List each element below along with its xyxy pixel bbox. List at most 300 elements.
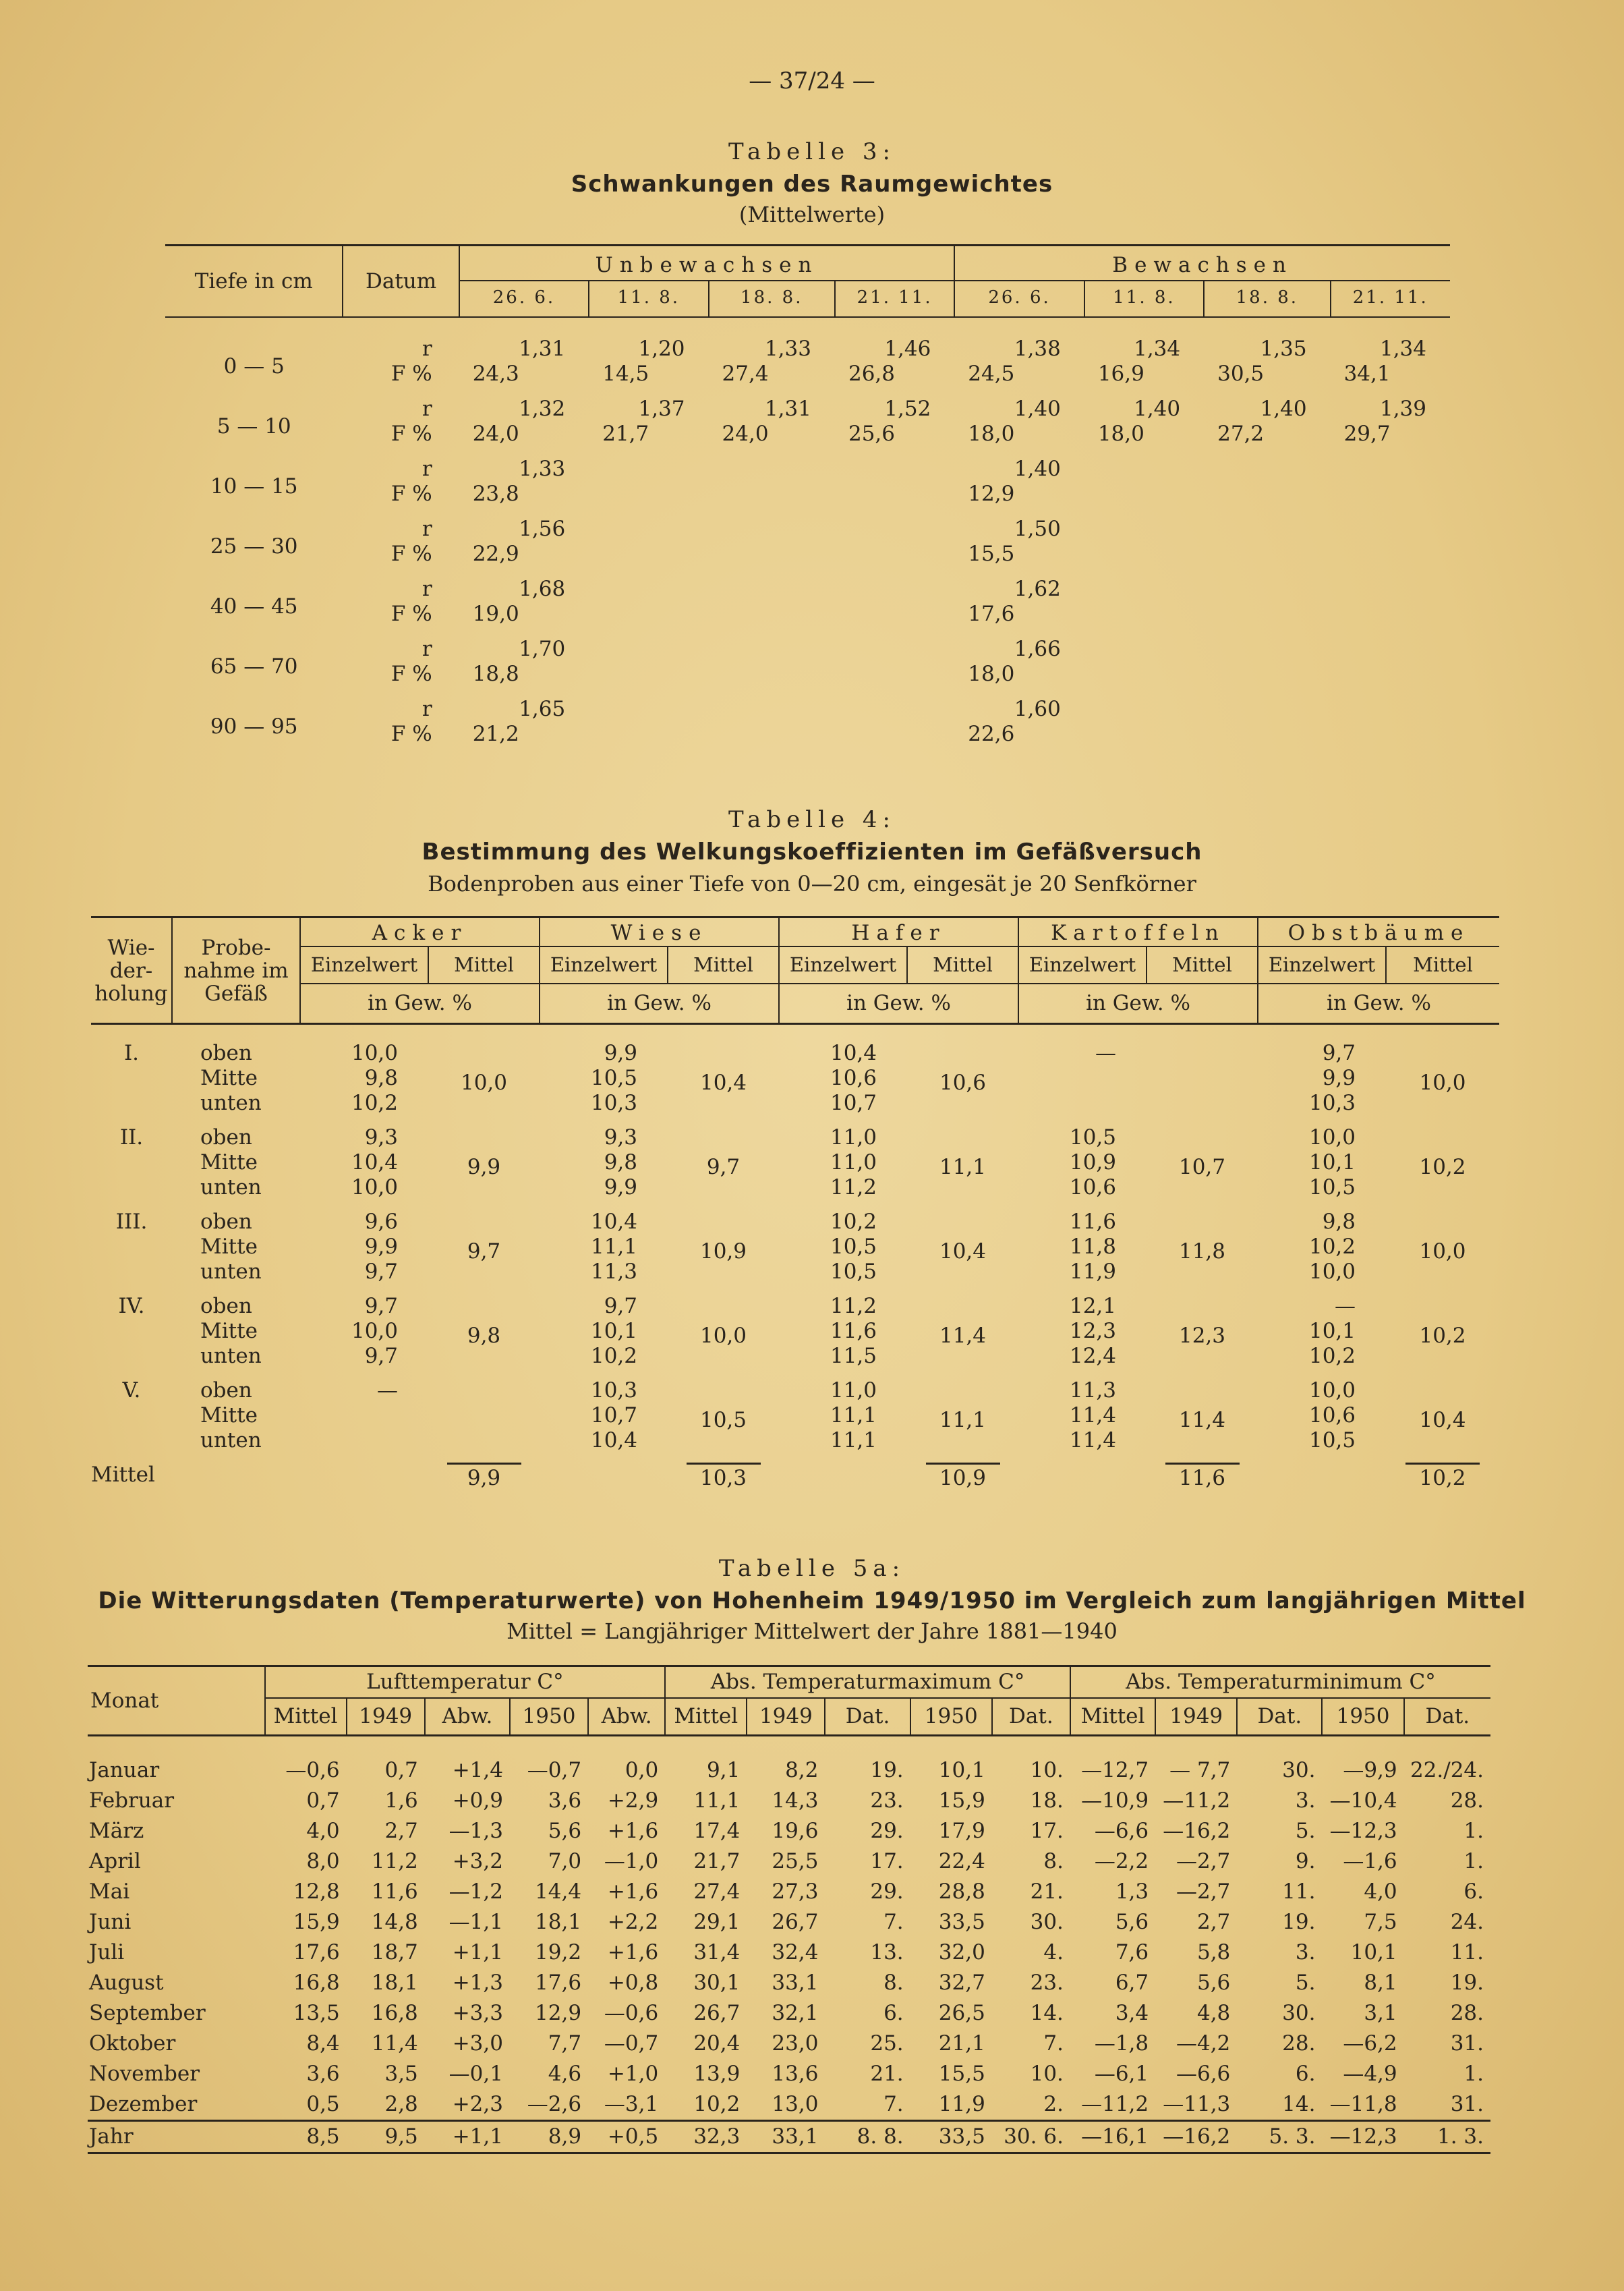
table5-cell: 0,7	[384, 1758, 418, 1782]
table5-cell: 27,3	[772, 1879, 819, 1904]
table3-rf-labels	[343, 697, 459, 757]
table4-position: oben	[200, 1210, 252, 1234]
table5-cell: +2,9	[607, 1788, 659, 1813]
table4-head-mittel: Mittel	[428, 946, 540, 984]
table4-einzelwert: 9,9	[604, 1175, 637, 1199]
table4-head-mittel: Mittel	[1147, 946, 1258, 984]
table4-row	[91, 1294, 1499, 1378]
table5-cell: 29.	[870, 1879, 904, 1904]
table3-cell	[709, 637, 835, 697]
table3-head-tiefe: Tiefe in cm	[165, 246, 343, 318]
table4-einzelwert: 11,9	[1069, 1260, 1116, 1284]
table5-cell: 31.	[1450, 2092, 1484, 2116]
table3-r-value: 1,56	[519, 517, 566, 541]
table3-cell	[1084, 337, 1204, 397]
table4-position: Mitte	[200, 1403, 258, 1427]
table4-head-einzel: Einzelwert	[779, 946, 907, 984]
table4-wiederholung: IV.	[118, 1294, 145, 1318]
table4-positions	[172, 1125, 300, 1210]
table4-wiederholung: II.	[119, 1125, 144, 1150]
table5-cell: 10.	[1030, 1758, 1064, 1782]
table3-cell	[1084, 517, 1204, 577]
table3-cell	[709, 397, 835, 457]
table5-cell: 17,9	[938, 1819, 985, 1843]
table5-cell: 33,1	[747, 2121, 825, 2153]
table4-group-mittel	[1386, 1463, 1499, 1491]
table4-einzelwerte	[1258, 1125, 1386, 1210]
table3-f-value: 18,0	[1097, 422, 1144, 446]
table5-cell: 15,9	[938, 1788, 985, 1813]
table3-rf-labels	[343, 337, 459, 397]
table5-cell: 31,4	[693, 1940, 741, 1964]
table5-cell: 1,3	[1115, 1879, 1149, 1904]
table3-f-label: F %	[390, 602, 432, 626]
table5-month: Juli	[89, 1940, 125, 1964]
table4-head-unit: in Gew. %	[1018, 984, 1258, 1024]
table5-cell: 6.	[883, 2001, 904, 2025]
table4-einzelwert: 10,0	[351, 1319, 398, 1343]
table4-mittel-row	[91, 1463, 1499, 1491]
table4-group-mittel	[907, 1463, 1018, 1491]
table3-tiefe: 65 — 70	[210, 654, 298, 679]
table4-einzelwert: 10,4	[590, 1428, 637, 1452]
table4-einzelwert: 11,0	[830, 1150, 877, 1175]
table3-cell	[709, 577, 835, 637]
table3-cell	[589, 637, 708, 697]
table5-cell: 15,5	[938, 2062, 985, 2086]
table4-head-einzel: Einzelwert	[1258, 946, 1386, 984]
table4-mittelwert: 9,7	[467, 1239, 501, 1264]
table4-einzelwerte	[779, 1041, 907, 1125]
table5-head-luft: Lufttemperatur C°	[265, 1666, 666, 1699]
table4-einzelwert: 10,2	[830, 1210, 877, 1234]
table5-cell: 8,2	[785, 1758, 819, 1782]
table4-einzelwerte	[779, 1210, 907, 1294]
table5-cell: 17,6	[293, 1940, 340, 1964]
table4-einzelwert: 10,2	[590, 1344, 637, 1368]
table4-einzelwert: 10,5	[830, 1260, 877, 1284]
table5-cell: —1,0	[604, 1849, 659, 1873]
table5-cell: —1,3	[448, 1819, 503, 1843]
table5-cell: —12,3	[1322, 2121, 1403, 2153]
table3-tiefe: 40 — 45	[210, 594, 298, 619]
table4-einzelwert: 10,1	[1308, 1150, 1356, 1175]
table5-cell: —11,2	[1163, 1788, 1231, 1813]
table4-group-mittel-value: 10,3	[687, 1463, 761, 1491]
table3-cell	[1204, 517, 1330, 577]
table4-einzelwert: 9,3	[364, 1125, 398, 1150]
table3-cell	[835, 577, 954, 637]
table4-wiederholung: I.	[123, 1041, 140, 1065]
table3-f-value: 24,5	[968, 362, 1015, 386]
table5-cell: 7,7	[548, 2031, 582, 2056]
table4-einzelwert: 10,0	[351, 1041, 398, 1065]
table5-subhead: Mittel	[665, 1698, 747, 1736]
table3-cell	[835, 517, 954, 577]
table5-cell: 8,0	[306, 1849, 340, 1873]
table3-head-datum: Datum	[343, 246, 459, 318]
table4-head-mittel: Mittel	[1386, 946, 1499, 984]
table4-einzelwert: 10,5	[1069, 1125, 1116, 1150]
table5-row	[88, 2059, 1490, 2089]
table5-row	[88, 1998, 1490, 2029]
table4-position: oben	[200, 1125, 252, 1150]
table3-cell	[1204, 637, 1330, 697]
table4-mittelwert: 10,4	[699, 1071, 747, 1095]
table4-mittelwert: 10,2	[1419, 1324, 1466, 1348]
table5-cell: +2,2	[607, 1910, 659, 1934]
table5-cell: —0,6	[604, 2001, 659, 2025]
table5-row	[88, 1938, 1490, 1968]
table5-cell: 13,5	[293, 2001, 340, 2025]
table5-cell: 26,5	[938, 2001, 985, 2025]
table4-einzelwert: 11,8	[1069, 1235, 1116, 1259]
table5-cell: —3,1	[604, 2092, 659, 2116]
table5-cell: 30.	[1282, 2001, 1316, 2025]
table5-cell: —0,1	[448, 2062, 503, 2086]
table3-r-value: 1,20	[638, 337, 685, 361]
table4-einzelwerte	[1258, 1378, 1386, 1463]
table4-einzelwert: 10,4	[590, 1210, 637, 1234]
table3-cell	[954, 577, 1084, 637]
table5-cell: 27,4	[693, 1879, 741, 1904]
table5-cell: 3,5	[384, 2062, 418, 2086]
table5-subhead: 1950	[910, 1698, 992, 1736]
table4-einzelwerte	[779, 1378, 907, 1463]
table4-mittelwert: 10,0	[1419, 1071, 1466, 1095]
table3-tiefe: 5 — 10	[216, 414, 291, 439]
table3-r-label: r	[422, 577, 432, 601]
table3-subtitle: (Mittelwerte)	[738, 202, 886, 227]
table5-month: Jahr	[88, 2121, 265, 2153]
table5-cell: 3.	[1295, 1788, 1316, 1813]
table4-einzelwert: 9,8	[604, 1150, 637, 1175]
table5-cell: —2,7	[1176, 1879, 1231, 1904]
table5-cell: 13,0	[772, 2092, 819, 2116]
table4-einzelwert: 10,6	[830, 1066, 877, 1090]
table5-cell: 17.	[870, 1849, 904, 1873]
table5-cell: +0,8	[607, 1971, 659, 1995]
table4-einzelwert: 10,5	[830, 1235, 877, 1259]
table5-cell: 19.	[870, 1758, 904, 1782]
table3-cell	[589, 697, 708, 757]
table3-cell	[1204, 337, 1330, 397]
table5-cell: —6,1	[1094, 2062, 1149, 2086]
table5-row	[88, 1846, 1490, 1877]
table5-cell: 9,5	[347, 2121, 425, 2153]
table3-r-value: 1,39	[1379, 397, 1426, 421]
table4-caption	[0, 806, 1624, 897]
table5-cell: +0,5	[588, 2121, 665, 2153]
table3	[165, 244, 1450, 757]
table3-cell	[589, 517, 708, 577]
table3-f-value: 18,0	[968, 422, 1015, 446]
table4-head-group: Obstbäume	[1258, 917, 1499, 947]
table4-einzelwerte	[779, 1294, 907, 1378]
table5-cell: 2,7	[1196, 1910, 1231, 1934]
table5-cell: 7,0	[548, 1849, 582, 1873]
table5-cell: 11,1	[693, 1788, 741, 1813]
table3-cell	[1204, 697, 1330, 757]
table4-position: unten	[200, 1344, 262, 1368]
table5-cell: 1.	[1463, 2062, 1484, 2086]
table3-f-label: F %	[390, 482, 432, 506]
table4-einzelwert: 11,4	[1069, 1428, 1116, 1452]
table4-einzelwerte	[540, 1294, 668, 1378]
table3-cell	[954, 637, 1084, 697]
table5-cell: 0,7	[306, 1788, 340, 1813]
table3-f-label: F %	[390, 662, 432, 686]
table3-f-value: 22,9	[472, 542, 519, 566]
table3-rf-labels	[343, 397, 459, 457]
table5-cell: 24.	[1450, 1910, 1484, 1934]
table5-cell: 23,0	[772, 2031, 819, 2056]
table3-r-label: r	[422, 517, 432, 541]
table5-cell: 2,7	[384, 1819, 418, 1843]
table4-einzelwerte	[300, 1125, 428, 1210]
table4-einzelwert: 10,6	[1069, 1175, 1116, 1199]
table3-r-value: 1,32	[519, 397, 566, 421]
table5-subheader-row	[88, 1698, 1490, 1736]
table5-cell: 17,6	[535, 1971, 582, 1995]
table5-row	[88, 1877, 1490, 1907]
table5-cell: 25,5	[772, 1849, 819, 1873]
table5-subhead: Dat.	[1237, 1698, 1322, 1736]
table3-tiefe: 90 — 95	[210, 714, 298, 739]
table4-einzelwert: 9,7	[604, 1294, 637, 1318]
table3-f-value: 16,9	[1097, 362, 1144, 386]
table5-cell: 19,6	[772, 1819, 819, 1843]
table3-date-6: 18. 8.	[1204, 281, 1330, 317]
table4-title: Bestimmung des Welkungskoeffizienten im Gefäßversuch	[422, 839, 1202, 866]
table3-r-label: r	[422, 637, 432, 661]
table4-einzelwerte	[540, 1378, 668, 1463]
table3-r-value: 1,60	[1014, 697, 1061, 721]
table4-mittelwert	[428, 1378, 540, 1463]
table3-label: Tabelle 3:	[728, 138, 896, 165]
table4-einzelwerte	[540, 1041, 668, 1125]
table5-cell: 31.	[1450, 2031, 1484, 2056]
table5-subhead: Dat.	[1404, 1698, 1490, 1736]
table5-total-row	[88, 2121, 1490, 2153]
table3-header-row	[165, 246, 1450, 281]
table4-position: unten	[200, 1260, 262, 1284]
table5-cell: —4,2	[1176, 2031, 1231, 2056]
table5-cell: 30,1	[693, 1971, 741, 1995]
table5-cell: 5. 3.	[1237, 2121, 1322, 2153]
table4-einzelwert: 11,1	[830, 1428, 877, 1452]
table3-cell	[459, 637, 589, 697]
table4-head-mittel: Mittel	[907, 946, 1018, 984]
table3-cell	[835, 337, 954, 397]
table4-head-einzel: Einzelwert	[1018, 946, 1147, 984]
table3-rf-labels	[343, 637, 459, 697]
table4-einzelwert: 10,2	[1308, 1344, 1356, 1368]
table3-cell	[459, 337, 589, 397]
table4-mittelwert: 11,4	[939, 1324, 987, 1348]
table4-einzelwerte	[779, 1125, 907, 1210]
table4-head-group: Kartoffeln	[1018, 917, 1258, 947]
table5-cell: 28.	[1450, 2001, 1484, 2025]
table5-cell: 13,9	[693, 2062, 741, 2086]
table4-group-mittel	[668, 1463, 779, 1491]
table5-caption	[0, 1555, 1624, 1644]
table5-cell: 2,8	[384, 2092, 418, 2116]
table4-mittelwert: 10,0	[460, 1071, 508, 1095]
table5-cell: 3.	[1295, 1940, 1316, 1964]
table3-r-value: 1,37	[638, 397, 685, 421]
table5-cell: +1,3	[452, 1971, 503, 1995]
table4-subheader-row	[91, 946, 1499, 984]
table3-row	[165, 457, 1450, 517]
table5-cell: —4,9	[1343, 2062, 1397, 2086]
table5-cell: 14.	[1282, 2092, 1316, 2116]
table5-cell: —0,7	[527, 1758, 582, 1782]
table3-f-value: 27,4	[722, 362, 769, 386]
table3-row	[165, 397, 1450, 457]
table4-position: unten	[200, 1091, 262, 1115]
table4-einzelwert: 11,4	[1069, 1403, 1116, 1427]
table3-cell	[954, 337, 1084, 397]
table3-r-value: 1,31	[519, 337, 566, 361]
table3-row	[165, 637, 1450, 697]
table5-cell: 28,8	[938, 1879, 985, 1904]
table4-position: unten	[200, 1428, 262, 1452]
table4-einzelwert: 11,3	[590, 1260, 637, 1284]
table3-r-value: 1,40	[1014, 457, 1061, 481]
table5-cell: 4,8	[1196, 2001, 1231, 2025]
table5-cell: —16,1	[1070, 2121, 1155, 2153]
table5-row	[88, 1755, 1490, 1786]
table5-cell: 17.	[1030, 1819, 1064, 1843]
table4-einzelwert: 9,3	[604, 1125, 637, 1150]
table5-cell: —10,4	[1329, 1788, 1397, 1813]
table3-cell	[1331, 397, 1450, 457]
table3-f-value: 34,1	[1343, 362, 1391, 386]
table4-position: Mitte	[200, 1066, 258, 1090]
table5-cell: —6,6	[1176, 2062, 1231, 2086]
table5-cell: 7.	[883, 1910, 904, 1934]
table5-cell: +0,9	[452, 1788, 503, 1813]
table3-head-bewachsen: Bewachsen	[954, 246, 1450, 281]
table5-cell: 3,1	[1364, 2001, 1397, 2025]
table4-group-mittel	[428, 1463, 540, 1491]
table5-cell: —10,9	[1081, 1788, 1149, 1813]
table5-cell: 4,0	[306, 1819, 340, 1843]
table4-einzelwerte	[1258, 1210, 1386, 1294]
table3-r-value: 1,34	[1379, 337, 1426, 361]
table3-f-value: 25,6	[848, 422, 896, 446]
table4-einzelwert: 10,0	[1308, 1125, 1356, 1150]
table4	[91, 916, 1499, 1491]
table3-cell	[459, 517, 589, 577]
table4-row	[91, 1125, 1499, 1210]
table3-f-value: 27,2	[1217, 422, 1265, 446]
table5-title: Die Witterungsdaten (Temperaturwerte) von Hohenheim 1949/1950 im Vergleich zum langjährigen Mittel	[98, 1587, 1526, 1614]
table4-einzelwerte	[1258, 1041, 1386, 1125]
table3-r-value: 1,68	[519, 577, 566, 601]
table5-cell: —0,6	[285, 1758, 340, 1782]
table3-cell	[1204, 397, 1330, 457]
table3-cell	[954, 697, 1084, 757]
table4-einzelwerte	[300, 1378, 428, 1463]
table3-f-value: 21,2	[472, 722, 519, 746]
table4-einzelwert: 11,6	[830, 1319, 877, 1343]
table4-head-unit: in Gew. %	[1258, 984, 1499, 1024]
table4-mittelwert: 10,4	[939, 1239, 987, 1264]
table3-cell	[1084, 457, 1204, 517]
table5-cell: 8,9	[510, 2121, 588, 2153]
table3-cell	[1204, 577, 1330, 637]
table5-cell: +1,6	[607, 1879, 659, 1904]
table5-head-max: Abs. Temperaturmaximum C°	[665, 1666, 1070, 1699]
table3-f-value: 12,9	[968, 482, 1015, 506]
table4-group-mittel-value: 11,6	[1165, 1463, 1240, 1491]
table5-cell: 29.	[870, 1819, 904, 1843]
table4-einzelwert: 10,5	[1308, 1428, 1356, 1452]
table5-cell: +1,1	[425, 2121, 510, 2153]
table4-einzelwert: 12,1	[1069, 1294, 1116, 1318]
table5-cell: 9.	[1295, 1849, 1316, 1873]
table4-einzelwert: 10,2	[1308, 1235, 1356, 1259]
table4-einzelwerte	[1018, 1378, 1147, 1463]
table4-einzelwert: 12,3	[1069, 1319, 1116, 1343]
table3-r-value: 1,50	[1014, 517, 1061, 541]
table5-cell: 7.	[883, 2092, 904, 2116]
table4-mittelwert: 10,9	[699, 1239, 747, 1264]
table5-cell: 7,6	[1115, 1940, 1149, 1964]
table5-month: November	[89, 2062, 200, 2086]
table5-cell: +1,0	[607, 2062, 659, 2086]
table3-f-value: 30,5	[1217, 362, 1265, 386]
table5-cell: 22./24.	[1410, 1758, 1484, 1782]
table3-f-value: 17,6	[968, 602, 1015, 626]
table4-head-unit: in Gew. %	[300, 984, 540, 1024]
table3-cell	[589, 457, 708, 517]
table3-r-value: 1,34	[1134, 337, 1181, 361]
table5-cell: 1.	[1463, 1849, 1484, 1873]
table3-r-value: 1,35	[1260, 337, 1307, 361]
table3-rf-labels	[343, 517, 459, 577]
table5-cell: 26,7	[693, 2001, 741, 2025]
table3-r-value: 1,46	[884, 337, 931, 361]
table4-einzelwert: 9,7	[364, 1294, 398, 1318]
table4-einzelwert: 11,0	[830, 1125, 877, 1150]
table4-mittelwert: 11,1	[939, 1155, 987, 1179]
table5-cell: 13.	[870, 1940, 904, 1964]
table4-einzelwert: 11,5	[830, 1344, 877, 1368]
table5-cell: 4,6	[548, 2062, 582, 2086]
table5-cell: 8.	[1043, 1849, 1064, 1873]
table5-cell: +3,3	[452, 2001, 503, 2025]
table5-cell: 18,7	[371, 1940, 418, 1964]
table5-row	[88, 2089, 1490, 2121]
table5-month: Mai	[89, 1879, 130, 1904]
table5-cell: 5.	[1295, 1819, 1316, 1843]
table5-subhead: 1950	[510, 1698, 588, 1736]
table3-cell	[589, 577, 708, 637]
table5-cell: —1,2	[448, 1879, 503, 1904]
table5-cell: —11,8	[1329, 2092, 1397, 2116]
table3-cell	[1084, 577, 1204, 637]
table4-group-mittel	[1147, 1463, 1258, 1491]
table5-cell: 30.	[1282, 1758, 1316, 1782]
table4-positions	[172, 1210, 300, 1294]
table3-cell	[589, 337, 708, 397]
table5-cell: 11.	[1450, 1940, 1484, 1964]
table4-einzelwert: 11,1	[830, 1403, 877, 1427]
table4-einzelwert: 9,9	[604, 1041, 637, 1065]
